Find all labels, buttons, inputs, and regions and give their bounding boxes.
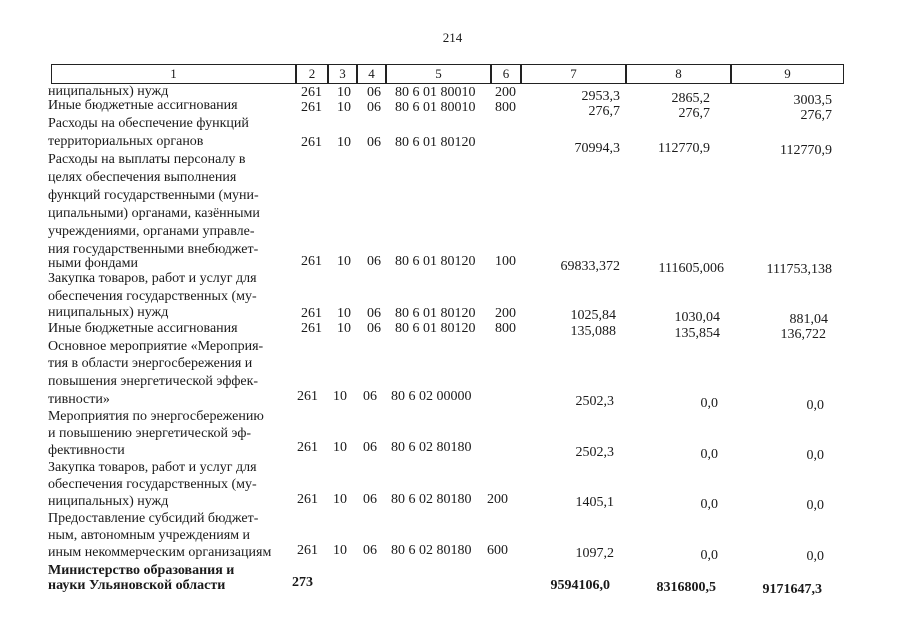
cell-amount-col9: 0,0 <box>806 398 824 413</box>
cell-admin-code: 261 <box>297 543 318 558</box>
row-description: обеспечения государственных (му- <box>48 289 257 304</box>
header-col-2: 2 <box>296 64 328 84</box>
cell-amount-col7: 2502,3 <box>575 445 614 460</box>
row-description: Мероприятия по энергосбережению <box>48 409 264 424</box>
row-description: обеспечения государственных (му- <box>48 477 257 492</box>
cell-amount-col7: 69833,372 <box>560 259 620 274</box>
cell-section: 10 <box>337 135 351 150</box>
ministry-admin-code: 273 <box>292 575 313 590</box>
cell-target-article: 80 6 01 80120 <box>395 321 476 336</box>
cell-amount-col8: 135,854 <box>674 326 720 341</box>
cell-amount-col9: 0,0 <box>806 498 824 513</box>
cell-section: 10 <box>337 85 351 100</box>
cell-subsection: 06 <box>367 85 381 100</box>
row-description: ниципальных) нужд <box>48 305 169 320</box>
row-description: повышения энергетической эффек- <box>48 374 259 389</box>
cell-section: 10 <box>337 321 351 336</box>
row-description: Закупка товаров, работ и услуг для <box>48 271 257 286</box>
cell-amount-col9: 0,0 <box>806 448 824 463</box>
cell-section: 10 <box>333 543 347 558</box>
cell-admin-code: 261 <box>301 135 322 150</box>
row-description: Иные бюджетные ассигнования <box>48 321 238 336</box>
ministry-total-col8: 8316800,5 <box>656 580 716 595</box>
cell-target-article: 80 6 01 80010 <box>395 100 476 115</box>
cell-target-article: 80 6 01 80010 <box>395 85 476 100</box>
cell-subsection: 06 <box>363 440 377 455</box>
row-description: тия в области энергосбережения и <box>48 356 253 371</box>
cell-admin-code: 261 <box>301 321 322 336</box>
cell-amount-col7: 70994,3 <box>574 141 620 156</box>
row-description: Расходы на выплаты персоналу в <box>48 152 246 167</box>
row-description: Основное мероприятие «Мероприя- <box>48 339 264 354</box>
cell-amount-col8: 1030,04 <box>674 310 720 325</box>
cell-target-article: 80 6 01 80120 <box>395 306 476 321</box>
row-description: и повышению энергетической эф- <box>48 426 252 441</box>
cell-admin-code: 261 <box>301 85 322 100</box>
cell-amount-col9: 881,04 <box>789 312 828 327</box>
cell-amount-col7: 135,088 <box>570 324 616 339</box>
page-number: 214 <box>442 30 463 45</box>
cell-amount-col9: 111753,138 <box>766 262 832 277</box>
cell-amount-col7: 1405,1 <box>575 495 614 510</box>
row-description: тивности» <box>48 392 110 407</box>
cell-target-article: 80 6 02 80180 <box>391 543 472 558</box>
cell-amount-col8: 0,0 <box>700 396 718 411</box>
row-description: Предоставление субсидий бюджет- <box>48 511 259 526</box>
cell-admin-code: 261 <box>297 389 318 404</box>
cell-amount-col9: 276,7 <box>800 108 832 123</box>
header-col-4: 4 <box>357 64 386 84</box>
cell-section: 10 <box>333 389 347 404</box>
row-description: ниципальных) нужд <box>48 494 169 509</box>
row-description: Расходы на обеспечение функций <box>48 116 249 131</box>
cell-admin-code: 261 <box>297 440 318 455</box>
cell-expense-type: 200 <box>495 306 516 321</box>
ministry-title: Министерство образования и <box>48 563 235 578</box>
row-description: учреждениями, органами управле- <box>48 224 255 239</box>
cell-section: 10 <box>337 306 351 321</box>
cell-section: 10 <box>333 492 347 507</box>
cell-target-article: 80 6 01 80120 <box>395 254 476 269</box>
cell-expense-type: 800 <box>495 100 516 115</box>
cell-section: 10 <box>337 100 351 115</box>
cell-expense-type: 800 <box>495 321 516 336</box>
header-col-8: 8 <box>626 64 731 84</box>
cell-expense-type: 200 <box>487 492 508 507</box>
row-description: Закупка товаров, работ и услуг для <box>48 460 257 475</box>
header-col-7: 7 <box>521 64 626 84</box>
ministry-total-col9: 9171647,3 <box>762 582 822 597</box>
row-description: функций государственными (муни- <box>48 188 259 203</box>
cell-amount-col8: 0,0 <box>700 548 718 563</box>
cell-subsection: 06 <box>363 492 377 507</box>
row-description: ным, автономным учреждениям и <box>48 528 251 543</box>
cell-subsection: 06 <box>367 254 381 269</box>
cell-subsection: 06 <box>363 543 377 558</box>
cell-admin-code: 261 <box>301 100 322 115</box>
cell-expense-type: 200 <box>495 85 516 100</box>
cell-amount-col8: 276,7 <box>678 106 710 121</box>
cell-admin-code: 261 <box>297 492 318 507</box>
row-description: ными фондами <box>48 256 139 271</box>
cell-section: 10 <box>337 254 351 269</box>
row-description: территориальных органов <box>48 134 204 149</box>
row-description: ния государственными внебюджет- <box>48 242 259 257</box>
cell-amount-col8: 0,0 <box>700 497 718 512</box>
cell-subsection: 06 <box>367 306 381 321</box>
cell-subsection: 06 <box>367 100 381 115</box>
cell-amount-col9: 136,722 <box>780 327 826 342</box>
cell-expense-type: 600 <box>487 543 508 558</box>
cell-expense-type: 100 <box>495 254 516 269</box>
header-col-5: 5 <box>386 64 491 84</box>
header-col-3: 3 <box>328 64 357 84</box>
cell-target-article: 80 6 02 00000 <box>391 389 472 404</box>
cell-amount-col8: 112770,9 <box>658 141 710 156</box>
header-col-1: 1 <box>51 64 296 84</box>
row-description: ципальными) органами, казёнными <box>48 206 260 221</box>
row-description: фективности <box>48 443 125 458</box>
row-description: иным некоммерческим организациям <box>48 545 272 560</box>
cell-amount-col9: 112770,9 <box>780 143 832 158</box>
cell-amount-col8: 2865,2 <box>671 91 710 106</box>
row-description: целях обеспечения выполнения <box>48 170 237 185</box>
cell-target-article: 80 6 02 80180 <box>391 492 472 507</box>
header-col-9: 9 <box>731 64 844 84</box>
ministry-title: науки Ульяновской области <box>48 578 226 593</box>
cell-amount-col8: 0,0 <box>700 447 718 462</box>
cell-amount-col7: 2502,3 <box>575 394 614 409</box>
cell-admin-code: 261 <box>301 254 322 269</box>
cell-subsection: 06 <box>367 321 381 336</box>
row-description: ниципальных) нужд <box>48 84 169 99</box>
cell-amount-col7: 276,7 <box>588 104 620 119</box>
cell-target-article: 80 6 02 80180 <box>391 440 472 455</box>
cell-amount-col9: 0,0 <box>806 549 824 564</box>
row-description: Иные бюджетные ассигнования <box>48 98 238 113</box>
cell-section: 10 <box>333 440 347 455</box>
cell-amount-col7: 1025,84 <box>570 308 616 323</box>
cell-admin-code: 261 <box>301 306 322 321</box>
ministry-total-col7: 9594106,0 <box>550 578 610 593</box>
cell-target-article: 80 6 01 80120 <box>395 135 476 150</box>
cell-amount-col7: 1097,2 <box>575 546 614 561</box>
header-col-6: 6 <box>491 64 521 84</box>
cell-subsection: 06 <box>367 135 381 150</box>
cell-amount-col9: 3003,5 <box>793 93 832 108</box>
cell-amount-col8: 111605,006 <box>658 261 724 276</box>
cell-subsection: 06 <box>363 389 377 404</box>
cell-amount-col7: 2953,3 <box>581 89 620 104</box>
